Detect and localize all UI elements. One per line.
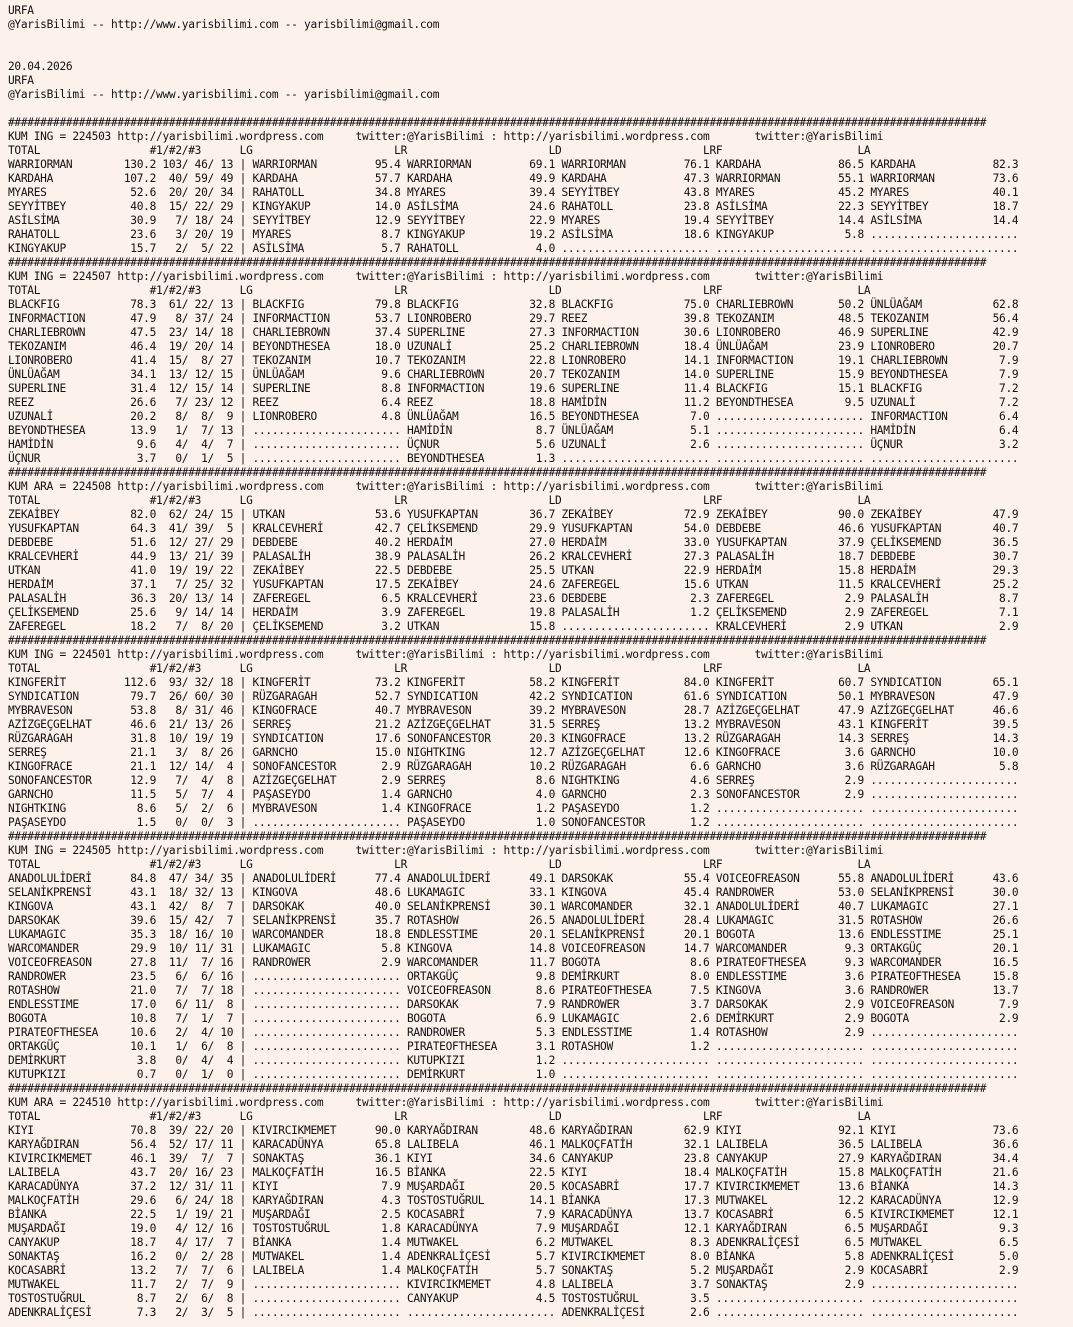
table-row: PAŞASEYDO 1.5 0/ 0/ 3 | ....................... PAŞASEYDO 1.0 SONOFANCESTOR 1.2 ....................... .......................	[8, 816, 1019, 829]
header-line	[8, 32, 1073, 46]
table-row: ZEKAİBEY 82.0 62/ 24/ 15 | UTKAN 53.6 YUSUFKAPTAN 36.7 ZEKAİBEY 72.9 ZEKAİBEY 90.0 ZEKAİBEY 47.9	[8, 508, 1019, 521]
table-row: MUTWAKEL 11.7 2/ 7/ 9 | ....................... KIVIRCIKMEMET 4.8 LALIBELA 3.7 SONAKTAŞ 2.9 .......................	[8, 1278, 1019, 1291]
section-separator: ########################################################################################################################################################	[8, 466, 987, 479]
table-row: GARNCHO 11.5 5/ 7/ 4 | PAŞASEYDO 1.4 GARNCHO 4.0 GARNCHO 2.3 SONOFANCESTOR 2.9 .......................	[8, 788, 1019, 801]
table-row: SYNDICATION 79.7 26/ 60/ 30 | RÜZGARAGAH 52.7 SYNDICATION 42.2 SYNDICATION 61.6 SYNDICATION 50.1 MYBRAVESON 47.9	[8, 690, 1019, 703]
table-row: WARRIORMAN 130.2 103/ 46/ 13 | WARRIORMAN 95.4 WARRIORMAN 69.1 WARRIORMAN 76.1 KARDAHA 86.5 KARDAHA 82.3	[8, 158, 1019, 171]
table-row: HAMİDİN 9.6 4/ 4/ 7 | ....................... ÜÇNUR 5.6 UZUNALİ 2.6 ....................... ÜÇNUR 3.2	[8, 438, 1019, 451]
race-header: KUM ING = 224507 http://yarisbilimi.wordpress.com twitter:@YarisBilimi : http://yarisbilimi.wordpress.com twitter:@YarisBilimi	[8, 270, 884, 283]
section-separator: ########################################################################################################################################################	[8, 1082, 987, 1095]
table-row: MUŞARDAĞI 19.0 4/ 12/ 16 | TOSTOSTUĞRUL 1.8 KARACADÜNYA 7.9 MUŞARDAĞI 12.1 KARYAĞDIRAN 6.5 MUŞARDAĞI 9.3	[8, 1222, 1019, 1235]
table-row: SONOFANCESTOR 12.9 7/ 4/ 8 | AZİZGEÇGELHAT 2.9 SERREŞ 8.6 NIGHTKING 4.6 SERREŞ 2.9 .......................	[8, 774, 1019, 787]
table-row: KIVIRCIKMEMET 46.1 39/ 7/ 7 | SONAKTAŞ 36.1 KIYI 34.6 CANYAKUP 23.8 CANYAKUP 27.9 KARYAĞDIRAN 34.4	[8, 1152, 1019, 1165]
table-row: TEKOZANIM 46.4 19/ 20/ 14 | BEYONDTHESEA 18.0 UZUNALİ 25.2 CHARLIEBROWN 18.4 ÜNLÜAĞAM 23.9 LIONROBERO 20.7	[8, 340, 1019, 353]
column-header: TOTAL #1/#2/#3 LG LR LD LRF LA	[8, 662, 871, 675]
table-row: RAHATOLL 23.6 3/ 20/ 19 | MYARES 8.7 KINGYAKUP 19.2 ASİLSİMA 18.6 KINGYAKUP 5.8 .......................	[8, 228, 1019, 241]
table-row: MYARES 52.6 20/ 20/ 34 | RAHATOLL 34.8 MYARES 39.4 SEYYİTBEY 43.8 MYARES 45.2 MYARES 40.1	[8, 186, 1019, 199]
table-row: LIONROBERO 41.4 15/ 8/ 27 | TEKOZANIM 10.7 TEKOZANIM 22.8 LIONROBERO 14.1 INFORMACTION 19.1 CHARLIEBROWN 7.9	[8, 354, 1019, 367]
table-row: DARSOKAK 39.6 15/ 42/ 7 | SELANİKPRENSİ 35.7 ROTASHOW 26.5 ANADOLULİDERİ 28.4 LUKAMAGIC 31.5 ROTASHOW 26.6	[8, 914, 1019, 927]
table-row: ÇELİKSEMEND 25.6 9/ 14/ 14 | HERDAİM 3.9 ZAFEREGEL 19.8 PALASALİH 1.2 ÇELİKSEMEND 2.9 ZAFEREGEL 7.1	[8, 606, 1019, 619]
table-row: KIYI 70.8 39/ 22/ 20 | KIVIRCIKMEMET 90.0 KARYAĞDIRAN 48.6 KARYAĞDIRAN 62.9 KIYI 92.1 KIYI 73.6	[8, 1124, 1019, 1137]
table-row: VOICEOFREASON 27.8 11/ 7/ 16 | RANDROWER 2.9 WARCOMANDER 11.7 BOGOTA 8.6 PIRATEOFTHESEA 9.3 WARCOMANDER 16.5	[8, 956, 1019, 969]
table-row: LUKAMAGIC 35.3 18/ 16/ 10 | WARCOMANDER 18.8 ENDLESSTIME 20.1 SELANİKPRENSİ 20.1 BOGOTA 13.6 ENDLESSTIME 25.1	[8, 928, 1019, 941]
page-title: URFA	[8, 4, 34, 17]
table-row: KRALCEVHERİ 44.9 13/ 21/ 39 | PALASALİH 38.9 PALASALİH 26.2 KRALCEVHERİ 27.3 PALASALİH 18.7 DEBDEBE 30.7	[8, 550, 1019, 563]
table-row: BOGOTA 10.8 7/ 1/ 7 | ....................... BOGOTA 6.9 LUKAMAGIC 2.6 DEMİRKURT 2.9 BOGOTA 2.9	[8, 1012, 1019, 1025]
table-row: YUSUFKAPTAN 64.3 41/ 39/ 5 | KRALCEVHERİ 42.7 ÇELİKSEMEND 29.9 YUSUFKAPTAN 54.0 DEBDEBE 46.6 YUSUFKAPTAN 40.7	[8, 522, 1019, 535]
table-row: MYBRAVESON 53.8 8/ 31/ 46 | KINGOFRACE 40.7 MYBRAVESON 39.2 MYBRAVESON 28.7 AZİZGEÇGELHAT 47.9 AZİZGEÇGELHAT 46.6	[8, 704, 1019, 717]
table-row: KOCASABRİ 13.2 7/ 7/ 6 | LALIBELA 1.4 MALKOÇFATİH 5.7 SONAKTAŞ 5.2 MUŞARDAĞI 2.9 KOCASABRİ 2.9	[8, 1264, 1019, 1277]
table-row: MALKOÇFATİH 29.6 6/ 24/ 18 | KARYAĞDIRAN 4.3 TOSTOSTUĞRUL 14.1 BİANKA 17.3 MUTWAKEL 12.2 KARACADÜNYA 12.9	[8, 1194, 1019, 1207]
table-row: KINGOVA 43.1 42/ 8/ 7 | DARSOKAK 40.0 SELANİKPRENSİ 30.1 WARCOMANDER 32.1 ANADOLULİDERİ 40.7 LUKAMAGIC 27.1	[8, 900, 1019, 913]
table-row: RÜZGARAGAH 31.8 10/ 19/ 19 | SYNDICATION 17.6 SONOFANCESTOR 20.3 KINGOFRACE 13.2 RÜZGARAGAH 14.3 SERREŞ 14.3	[8, 732, 1019, 745]
column-header: TOTAL #1/#2/#3 LG LR LD LRF LA	[8, 858, 871, 871]
table-row: CANYAKUP 18.7 4/ 17/ 7 | BİANKA 1.4 MUTWAKEL 6.2 MUTWAKEL 8.3 ADENKRALİÇESİ 6.5 MUTWAKEL 6.5	[8, 1236, 1019, 1249]
table-row: KUTUPKIZI 0.7 0/ 1/ 0 | ....................... DEMİRKURT 1.0 ....................... ....................... .......................	[8, 1068, 1019, 1081]
race-header: KUM ING = 224503 http://yarisbilimi.wordpress.com twitter:@YarisBilimi : http://yarisbilimi.wordpress.com twitter:@YarisBilimi	[8, 130, 884, 143]
table-row: KARYAĞDIRAN 56.4 52/ 17/ 11 | KARACADÜNYA 65.8 LALIBELA 46.1 MALKOÇFATİH 32.1 LALIBELA 36.5 LALIBELA 36.6	[8, 1138, 1019, 1151]
table-row: SELANİKPRENSİ 43.1 18/ 32/ 13 | KINGOVA 48.6 LUKAMAGIC 33.1 KINGOVA 45.4 RANDROWER 53.0 SELANİKPRENSİ 30.0	[8, 886, 1019, 899]
header-line	[8, 46, 1073, 60]
column-header: TOTAL #1/#2/#3 LG LR LD LRF LA	[8, 144, 871, 157]
table-row: UTKAN 41.0 19/ 19/ 22 | ZEKAİBEY 22.5 DEBDEBE 25.5 UTKAN 22.9 HERDAİM 15.8 HERDAİM 29.3	[8, 564, 1019, 577]
section-separator: ########################################################################################################################################################	[8, 256, 987, 269]
table-row: ÜÇNUR 3.7 0/ 1/ 5 | ....................... BEYONDTHESEA 1.3 ....................... ....................... .......................	[8, 452, 1019, 465]
table-row: DEBDEBE 51.6 12/ 27/ 29 | DEBDEBE 40.2 HERDAİM 27.0 HERDAİM 33.0 YUSUFKAPTAN 37.9 ÇELİKSEMEND 36.5	[8, 536, 1019, 549]
header-line: 20.04.2026	[8, 60, 73, 73]
table-row: TOSTOSTUĞRUL 8.7 2/ 6/ 8 | ....................... CANYAKUP 4.5 TOSTOSTUĞRUL 3.5 ....................... .......................	[8, 1292, 1019, 1305]
table-row: ASİLSİMA 30.9 7/ 18/ 24 | SEYYİTBEY 12.9 SEYYİTBEY 22.9 MYARES 19.4 SEYYİTBEY 14.4 ASİLSİMA 14.4	[8, 214, 1019, 227]
table-row: ANADOLULİDERİ 84.8 47/ 34/ 35 | ANADOLULİDERİ 77.4 ANADOLULİDERİ 49.1 DARSOKAK 55.4 VOICEOFREASON 55.8 ANADOLULİDERİ 43.6	[8, 872, 1019, 885]
header-line: @YarisBilimi -- http://www.yarisbilimi.com -- yarisbilimi@gmail.com	[8, 88, 440, 101]
header-line: @YarisBilimi -- http://www.yarisbilimi.com -- yarisbilimi@gmail.com	[8, 18, 440, 31]
table-row: DEMİRKURT 3.8 0/ 4/ 4 | ....................... KUTUPKIZI 1.2 ....................... ....................... .......................	[8, 1054, 1019, 1067]
table-row: ENDLESSTIME 17.0 6/ 11/ 8 | ....................... DARSOKAK 7.9 RANDROWER 3.7 DARSOKAK 2.9 VOICEOFREASON 7.9	[8, 998, 1019, 1011]
table-row: KINGFERİT 112.6 93/ 32/ 18 | KINGFERİT 73.2 KINGFERİT 58.2 KINGFERİT 84.0 KINGFERİT 60.7 SYNDICATION 65.1	[8, 676, 1019, 689]
race-header: KUM ARA = 224508 http://yarisbilimi.wordpress.com twitter:@YarisBilimi : http://yarisbilimi.wordpress.com twitter:@YarisBilimi	[8, 480, 884, 493]
table-row: ZAFEREGEL 18.2 7/ 8/ 20 | ÇELİKSEMEND 3.2 UTKAN 15.8 ....................... KRALCEVHERİ 2.9 UTKAN 2.9	[8, 620, 1019, 633]
table-row: KARACADÜNYA 37.2 12/ 31/ 11 | KIYI 7.9 MUŞARDAĞI 20.5 KOCASABRİ 17.7 KIVIRCIKMEMET 13.6 BİANKA 14.3	[8, 1180, 1019, 1193]
column-header: TOTAL #1/#2/#3 LG LR LD LRF LA	[8, 494, 871, 507]
table-row: KINGOFRACE 21.1 12/ 14/ 4 | SONOFANCESTOR 2.9 RÜZGARAGAH 10.2 RÜZGARAGAH 6.6 GARNCHO 3.6 RÜZGARAGAH 5.8	[8, 760, 1019, 773]
race-header: KUM ARA = 224510 http://yarisbilimi.wordpress.com twitter:@YarisBilimi : http://yarisbilimi.wordpress.com twitter:@YarisBilimi	[8, 1096, 884, 1109]
header-line: URFA	[8, 74, 34, 87]
table-row: RANDROWER 23.5 6/ 6/ 16 | ....................... ORTAKGÜÇ 9.8 DEMİRKURT 8.0 ENDLESSTIME 3.6 PIRATEOFTHESEA 15.8	[8, 970, 1019, 983]
table-row: ORTAKGÜÇ 10.1 1/ 6/ 8 | ....................... PIRATEOFTHESEA 3.1 ROTASHOW 1.2 ....................... .......................	[8, 1040, 1019, 1053]
table-row: SERREŞ 21.1 3/ 8/ 26 | GARNCHO 15.0 NIGHTKING 12.7 AZİZGEÇGELHAT 12.6 KINGOFRACE 3.6 GARNCHO 10.0	[8, 746, 1019, 759]
table-row: SEYYİTBEY 40.8 15/ 22/ 29 | KINGYAKUP 14.0 ASİLSİMA 24.6 RAHATOLL 23.8 ASİLSİMA 22.3 SEYYİTBEY 18.7	[8, 200, 1019, 213]
column-header: TOTAL #1/#2/#3 LG LR LD LRF LA	[8, 1110, 871, 1123]
column-header: TOTAL #1/#2/#3 LG LR LD LRF LA	[8, 284, 871, 297]
table-row: PALASALİH 36.3 20/ 13/ 14 | ZAFEREGEL 6.5 KRALCEVHERİ 23.6 DEBDEBE 2.3 ZAFEREGEL 2.9 PALASALİH 8.7	[8, 592, 1019, 605]
table-row: ÜNLÜAĞAM 34.1 13/ 12/ 15 | ÜNLÜAĞAM 9.6 CHARLIEBROWN 20.7 TEKOZANIM 14.0 SUPERLINE 15.9 BEYONDTHESEA 7.9	[8, 368, 1019, 381]
section-separator: ########################################################################################################################################################	[8, 116, 987, 129]
table-row: ROTASHOW 21.0 7/ 7/ 18 | ....................... VOICEOFREASON 8.6 PIRATEOFTHESEA 7.5 KINGOVA 3.6 RANDROWER 13.7	[8, 984, 1019, 997]
table-row: ADENKRALİÇESİ 7.3 2/ 3/ 5 | ....................... ....................... ADENKRALİÇESİ 2.6 ....................... .......................	[8, 1306, 1019, 1319]
section-separator: ########################################################################################################################################################	[8, 634, 987, 647]
section-separator: ########################################################################################################################################################	[8, 830, 987, 843]
table-row: SUPERLINE 31.4 12/ 15/ 14 | SUPERLINE 8.8 INFORMACTION 19.6 SUPERLINE 11.4 BLACKFIG 15.1 BLACKFIG 7.2	[8, 382, 1019, 395]
table-row: SONAKTAŞ 16.2 0/ 2/ 28 | MUTWAKEL 1.4 ADENKRALİÇESİ 5.7 KIVIRCIKMEMET 8.0 BİANKA 5.8 ADENKRALİÇESİ 5.0	[8, 1250, 1019, 1263]
table-row: BİANKA 22.5 1/ 19/ 21 | MUŞARDAĞI 2.5 KOCASABRİ 7.9 KARACADÜNYA 13.7 KOCASABRİ 6.5 KIVIRCIKMEMET 12.1	[8, 1208, 1019, 1221]
table-row: LALIBELA 43.7 20/ 16/ 23 | MALKOÇFATİH 16.5 BİANKA 22.5 KIYI 18.4 MALKOÇFATİH 15.8 MALKOÇFATİH 21.6	[8, 1166, 1019, 1179]
table-row: BEYONDTHESEA 13.9 1/ 7/ 13 | ....................... HAMİDİN 8.7 ÜNLÜAĞAM 5.1 ....................... HAMİDİN 6.4	[8, 424, 1019, 437]
table-row: AZİZGEÇGELHAT 46.6 21/ 13/ 26 | SERREŞ 21.2 AZİZGEÇGELHAT 31.5 SERREŞ 13.2 MYBRAVESON 43.1 KINGFERİT 39.5	[8, 718, 1019, 731]
header-line	[8, 102, 1073, 116]
table-row: CHARLIEBROWN 47.5 23/ 14/ 18 | CHARLIEBROWN 37.4 SUPERLINE 27.3 INFORMACTION 30.6 LIONROBERO 46.9 SUPERLINE 42.9	[8, 326, 1019, 339]
table-row: NIGHTKING 8.6 5/ 2/ 6 | MYBRAVESON 1.4 KINGOFRACE 1.2 PAŞASEYDO 1.2 ....................... .......................	[8, 802, 1019, 815]
table-row: INFORMACTION 47.9 8/ 37/ 24 | INFORMACTION 53.7 LIONROBERO 29.7 REEZ 39.8 TEKOZANIM 48.5 TEKOZANIM 56.4	[8, 312, 1019, 325]
table-row: UZUNALİ 20.2 8/ 8/ 9 | LIONROBERO 4.8 ÜNLÜAĞAM 16.5 BEYONDTHESEA 7.0 ....................... INFORMACTION 6.4	[8, 410, 1019, 423]
race-header: KUM ING = 224501 http://yarisbilimi.wordpress.com twitter:@YarisBilimi : http://yarisbilimi.wordpress.com twitter:@YarisBilimi	[8, 648, 884, 661]
table-row: PIRATEOFTHESEA 10.6 2/ 4/ 10 | ....................... RANDROWER 5.3 ENDLESSTIME 1.4 ROTASHOW 2.9 .......................	[8, 1026, 1019, 1039]
table-row: HERDAİM 37.1 7/ 25/ 32 | YUSUFKAPTAN 17.5 ZEKAİBEY 24.6 ZAFEREGEL 15.6 UTKAN 11.5 KRALCEVHERİ 25.2	[8, 578, 1019, 591]
table-row: REEZ 26.6 7/ 23/ 12 | REEZ 6.4 REEZ 18.8 HAMİDİN 11.2 BEYONDTHESEA 9.5 UZUNALİ 7.2	[8, 396, 1019, 409]
table-row: BLACKFIG 78.3 61/ 22/ 13 | BLACKFIG 79.8 BLACKFIG 32.8 BLACKFIG 75.0 CHARLIEBROWN 50.2 ÜNLÜAĞAM 62.8	[8, 298, 1019, 311]
table-row: KINGYAKUP 15.7 2/ 5/ 22 | ASİLSİMA 5.7 RAHATOLL 4.0 ....................... ....................... .......................	[8, 242, 1019, 255]
table-row: WARCOMANDER 29.9 10/ 11/ 31 | LUKAMAGIC 5.8 KINGOVA 14.8 VOICEOFREASON 14.7 WARCOMANDER 9.3 ORTAKGÜÇ 20.1	[8, 942, 1019, 955]
race-header: KUM ING = 224505 http://yarisbilimi.wordpress.com twitter:@YarisBilimi : http://yarisbilimi.wordpress.com twitter:@YarisBilimi	[8, 844, 884, 857]
table-row: KARDAHA 107.2 40/ 59/ 49 | KARDAHA 57.7 KARDAHA 49.9 KARDAHA 47.3 WARRIORMAN 55.1 WARRIORMAN 73.6	[8, 172, 1019, 185]
